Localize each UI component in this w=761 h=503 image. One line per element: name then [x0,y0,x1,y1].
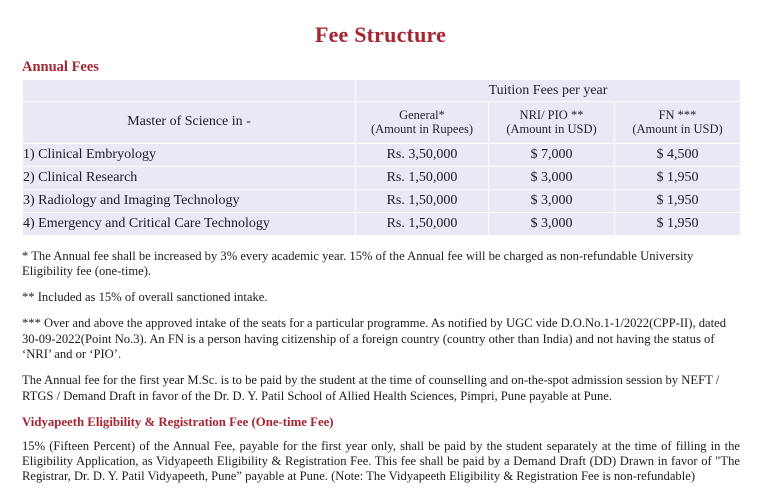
fee-table-container [0,79,761,236]
table-cell-nri-pio: $ 3,000 [489,166,615,189]
table-cell-general: Rs. 1,50,000 [356,212,489,235]
table-row [23,212,741,235]
table-cell-nri-pio: $ 3,000 [489,189,615,212]
table-cell-fn: $ 1,950 [615,166,741,189]
table-group-header-row [23,79,741,101]
group-header-spacer-cell [23,79,356,101]
note-double-star: ** Included as 15% of overall sanctioned intake. [22,290,268,305]
column-header-general-line1: General* [399,108,445,122]
table-row [23,189,741,212]
note-eligibility-registration-fee: 15% (Fifteen Percent) of the Annual Fee, payable for the first year only, shall be paid by the student separately at the time of filling in the Eligibility Application, as Vidyapeeth Eligibility & Registration Fee. This fee shall be paid by a Demand Draft (DD) Drawn in favor of "The Registrar, Dr. D. Y. Patil Vidyapeeth, Pune” payable at Pune. (Note: The Vidyapeeth Eligibility & Registration Fee is non-refundable) [22,438,740,484]
table-cell-fn: $ 4,500 [615,143,741,166]
section-heading-annual-fees: Annual Fees [22,59,99,75]
column-header-fn-line1: FN *** [658,108,697,122]
column-header-fn [615,101,741,143]
table-column-header-row [23,101,741,143]
annual-fees-table [22,79,741,236]
page-title: Fee Structure [314,22,447,47]
column-header-nri-pio [489,101,615,143]
table-row [23,166,741,189]
column-header-fn-line2: (Amount in USD) [632,122,723,136]
heading-vidyapeeth-eligibility-fee: Vidyapeeth Eligibility & Registration Fee (One-time Fee) [22,414,334,429]
notes-section [0,249,761,485]
table-cell-program: 4) Emergency and Critical Care Technology [23,212,356,235]
table-row [23,143,741,166]
table-head [23,79,741,143]
table-cell-nri-pio: $ 3,000 [489,212,615,235]
table-cell-fn: $ 1,950 [615,189,741,212]
table-cell-general: Rs. 3,50,000 [356,143,489,166]
table-cell-nri-pio: $ 7,000 [489,143,615,166]
column-header-program: Master of Science in - [23,101,356,143]
note-payment-instructions: The Annual fee for the first year M.Sc. is to be paid by the student at the time of counselling and on-the-spot admission session by NEFT / RTGS / Demand Draft in favor of the Dr. D. Y. Patil School of Allied Health Sciences, Pimpri, Pune payable at Pune. [22,373,720,403]
table-cell-program: 3) Radiology and Imaging Technology [23,189,356,212]
group-header-tuition-fees: Tuition Fees per year [356,79,741,101]
table-body [23,143,741,235]
table-cell-program: 1) Clinical Embryology [23,143,356,166]
column-header-nri-pio-line1: NRI/ PIO ** [519,108,584,122]
table-cell-general: Rs. 1,50,000 [356,166,489,189]
table-cell-fn: $ 1,950 [615,212,741,235]
table-cell-program: 2) Clinical Research [23,166,356,189]
note-triple-star: *** Over and above the approved intake of the seats for a particular programme. As notified by UGC vide D.O.No.1-1/2022(CPP-II), dated 30-09-2022(Point No.3). An FN is a person having citizenship of a foreign country (country other than India) and not having the status of ‘NRI’ and or ‘PIO’. [22,316,727,361]
table-cell-general: Rs. 1,50,000 [356,189,489,212]
column-header-general [356,101,489,143]
note-single-star: * The Annual fee shall be increased by 3% every academic year. 15% of the Annual fee will be charged as non-refundable University Eligibility fee (one-time). [22,248,694,278]
column-header-general-line2: (Amount in Rupees) [370,122,474,136]
column-header-nri-pio-line2: (Amount in USD) [506,122,597,136]
